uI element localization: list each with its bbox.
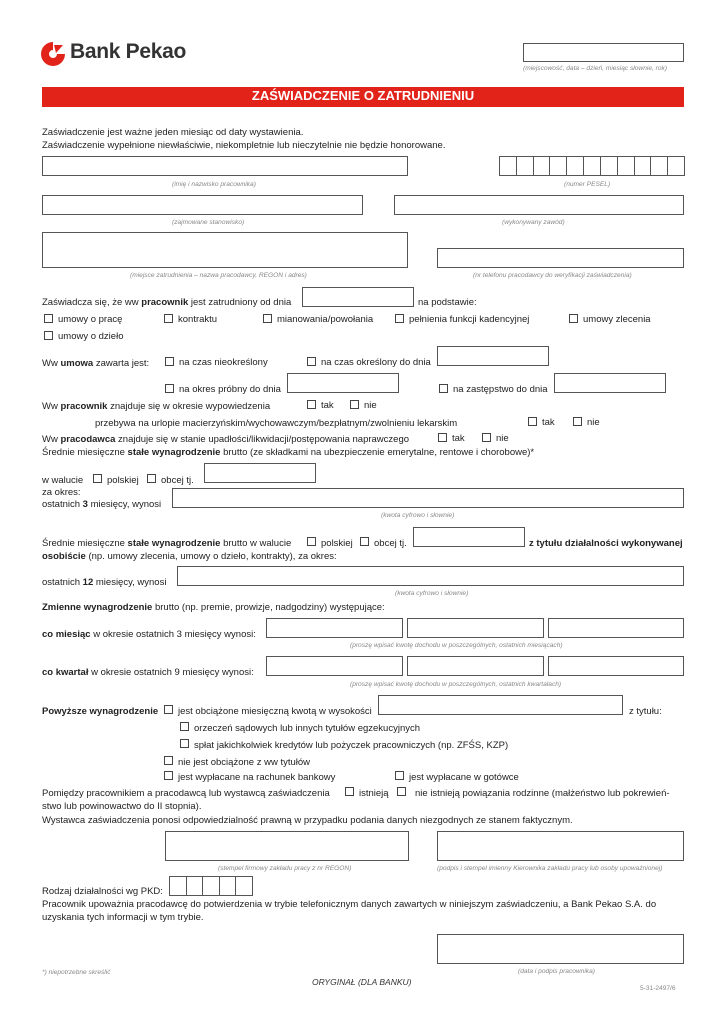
- term-function-label: pełnienia funkcji kadencyjnej: [409, 314, 530, 325]
- relations-exist-checkbox[interactable]: [345, 787, 354, 796]
- encumbered-label: jest obciążone miesięczną kwotą w wysokości: [178, 706, 372, 717]
- logo: [40, 40, 210, 68]
- bankruptcy-yes-label: tak: [452, 433, 465, 444]
- notice-yes-checkbox[interactable]: [307, 400, 316, 409]
- bankruptcy-yes-checkbox[interactable]: [438, 433, 447, 442]
- relations-exist-label: istnieją: [359, 788, 389, 799]
- signature-caption: (podpis i stempel imienny Kierownika zakładu pracy lub osoby upoważnionej): [437, 865, 663, 872]
- appointment-checkbox[interactable]: [263, 314, 272, 323]
- employee-name-field[interactable]: [42, 156, 408, 176]
- page-title: ZAŚWIADCZENIE O ZATRUDNIENIU: [251, 88, 475, 103]
- business-amount-field[interactable]: [177, 566, 684, 586]
- foreign-currency-field[interactable]: [204, 463, 316, 483]
- place-date-caption: (miejscowość, data – dzień, miesiąc słownie, rok): [523, 65, 668, 72]
- leave-yes-checkbox[interactable]: [528, 417, 537, 426]
- stamp-caption: (stempel firmowy zakładu pracy z nr REGON): [218, 865, 352, 872]
- business-income-label: Średnie miesięczne stałe wynagrodzenie brutto w walucie: [42, 538, 292, 549]
- monthly-caption: (proszę wpisać kwotę dochodu w poszczególnych, ostatnich miesiącach): [350, 642, 563, 649]
- notice-no-checkbox[interactable]: [350, 400, 359, 409]
- bank-account-checkbox[interactable]: [164, 771, 173, 780]
- authorization-line-1: Pracownik upoważnia pracodawcę do potwierdzenia w trybie telefonicznym danych zawartych w niniejszym zaświadczeniu, a Bank Pekao S.A. do: [42, 899, 657, 910]
- contract-type-label: Ww umowa zawarta jest:: [42, 358, 150, 369]
- employee-signature-caption: (data i podpis pracownika): [518, 968, 595, 975]
- pekao-logo-icon: [40, 41, 66, 67]
- not-encumbered-checkbox[interactable]: [164, 756, 173, 765]
- footnote: *) niepotrzebne skreślić: [42, 969, 111, 976]
- encumbrance-title-label: z tytułu:: [629, 706, 662, 717]
- notice-no-label: nie: [364, 400, 377, 411]
- pesel-caption: (numer PESEL): [564, 181, 611, 188]
- relations-line-2: stwo lub powinowactwo do II stopnia).: [42, 801, 202, 812]
- phone-field[interactable]: [437, 248, 684, 268]
- quarterly-3-field[interactable]: [548, 656, 684, 676]
- kontrakt-label: kontraktu: [178, 314, 218, 325]
- place-date-field[interactable]: [523, 43, 684, 62]
- monthly-3-field[interactable]: [548, 618, 684, 638]
- mandate-checkbox[interactable]: [569, 314, 578, 323]
- relations-none-label: nie istnieją powiązania rodzinne (małżeństwo lub pokrewień-: [415, 788, 670, 799]
- form-code: 5-31-2497/6: [640, 985, 676, 992]
- foreign-checkbox[interactable]: [147, 474, 156, 483]
- business-pln-checkbox[interactable]: [307, 537, 316, 546]
- not-encumbered-label: nie jest obciążone z ww tytułów: [178, 757, 311, 768]
- substitute-label: na zastępstwo do dnia: [453, 384, 548, 395]
- monthly-2-field[interactable]: [407, 618, 544, 638]
- business-amount-caption: (kwota cyfrowo i słownie): [395, 590, 469, 597]
- encumbered-amount-field[interactable]: [378, 695, 623, 715]
- pln-label: polskiej: [107, 475, 139, 486]
- quarterly-label: co kwartał w okresie ostatnich 9 miesięcy wynosi:: [42, 667, 254, 678]
- loan-repayments-label: spłat jakichkolwiek kredytów lub pożyczek pracowniczych (np. ZFŚS, KZP): [194, 740, 509, 751]
- work-contract-label: umowy o dzieło: [58, 331, 124, 342]
- leave-no-checkbox[interactable]: [573, 417, 582, 426]
- leave-yes-label: tak: [542, 417, 555, 428]
- bankruptcy-label: Ww pracodawca znajduje się w stanie upadłości/likwidacji/postępowania naprawczego: [42, 434, 410, 445]
- substitute-checkbox[interactable]: [439, 384, 448, 393]
- avg-salary-label: Średnie miesięczne stałe wynagrodzenie brutto (ze składkami na ubezpieczenie emerytalne, rentowe i chorobowe)*: [42, 447, 535, 458]
- intro-line-2: Zaświadczenie wypełnione niewłaściwie, niekompletnie lub nieczytelnie nie będzie honorowane.: [42, 140, 446, 151]
- indefinite-checkbox[interactable]: [165, 357, 174, 366]
- term-function-checkbox[interactable]: [395, 314, 404, 323]
- court-orders-label: orzeczeń sądowych lub innych tytułów egzekucyjnych: [194, 723, 421, 734]
- mandate-label: umowy zlecenia: [583, 314, 651, 325]
- stamp-field[interactable]: [165, 831, 409, 861]
- employer-caption: (miejsce zatrudnienia – nazwa pracodawcy, REGON i adres): [130, 272, 307, 279]
- business-pln-label: polskiej: [321, 538, 353, 549]
- business-foreign-checkbox[interactable]: [360, 537, 369, 546]
- period-label: za okres:: [42, 487, 81, 498]
- employee-name-caption: (imię i nazwisko pracownika): [172, 181, 256, 188]
- business-personal-label: osobiście (np. umowy zlecenia, umowy o dzieło, kontrakty), za okres:: [42, 551, 337, 562]
- employee-signature-field[interactable]: [437, 934, 684, 964]
- kontrakt-checkbox[interactable]: [164, 314, 173, 323]
- relations-none-checkbox[interactable]: [397, 787, 406, 796]
- profession-field[interactable]: [394, 195, 684, 215]
- court-orders-checkbox[interactable]: [180, 722, 189, 731]
- intro-line-1: Zaświadczenie jest ważne jeden miesiąc od daty wystawienia.: [42, 127, 304, 138]
- authorization-line-2: uzyskania tych informacji w tym trybie.: [42, 912, 204, 923]
- cash-label: jest wypłacane w gotówce: [409, 772, 519, 783]
- employment-date-field[interactable]: [302, 287, 414, 307]
- notice-label: Ww pracownik znajduje się w okresie wypowiedzenia: [42, 401, 271, 412]
- contract-checkbox[interactable]: [44, 314, 53, 323]
- bankruptcy-no-label: nie: [496, 433, 509, 444]
- cash-checkbox[interactable]: [395, 771, 404, 780]
- logo-text: Bank Pekao: [70, 40, 187, 63]
- contract-label: umowy o pracę: [58, 314, 123, 325]
- trial-checkbox[interactable]: [165, 384, 174, 393]
- definite-date-field[interactable]: [437, 346, 549, 366]
- last12-label: ostatnich 12 miesięcy, wynosi: [42, 577, 167, 588]
- position-field[interactable]: [42, 195, 363, 215]
- variable-salary-label: Zmienne wynagrodzenie brutto (np. premie, prowizje, nadgodziny) występujące:: [42, 602, 385, 613]
- definite-checkbox[interactable]: [307, 357, 316, 366]
- original-label: ORYGINAŁ (DLA BANKU): [312, 977, 412, 987]
- pesel-field[interactable]: [499, 156, 685, 176]
- leave-no-label: nie: [587, 417, 600, 428]
- employer-field[interactable]: [42, 232, 408, 268]
- signature-field[interactable]: [437, 831, 684, 861]
- relations-label: Pomiędzy pracownikiem a pracodawcą lub wystawcą zaświadczenia: [42, 788, 330, 799]
- pkd-label: Rodzaj działalności wg PKD:: [42, 886, 163, 897]
- currency-label: w walucie: [42, 475, 84, 486]
- encumbered-checkbox[interactable]: [164, 705, 173, 714]
- liability-text: Wystawca zaświadczenia ponosi odpowiedzialność prawną w przypadku podania danych niezgodnych ze stanem faktycznym.: [42, 815, 573, 826]
- quarterly-caption: (proszę wpisać kwotę dochodu w poszczególnych, ostatnich kwartałach): [350, 681, 562, 688]
- definite-label: na czas określony do dnia: [321, 357, 431, 368]
- business-currency-field[interactable]: [413, 527, 525, 547]
- last3-label: ostatnich 3 miesięcy, wynosi: [42, 499, 162, 510]
- monthly-1-field[interactable]: [266, 618, 403, 638]
- business-foreign-label: obcej tj.: [374, 538, 407, 549]
- salary-amount-caption: (kwota cyfrowo i słownie): [381, 512, 455, 519]
- indefinite-label: na czas nieokreślony: [179, 357, 268, 368]
- profession-caption: (wykonywany zawód): [502, 219, 565, 226]
- basis-label: na podstawie:: [418, 297, 477, 308]
- business-title-label: z tytułu działalności wykonywanej: [529, 538, 683, 549]
- leave-label: przebywa na urlopie macierzyńskim/wychowawczym/bezpłatnym/zwolnieniu lekarskim: [95, 418, 458, 429]
- bankruptcy-no-checkbox[interactable]: [482, 433, 491, 442]
- trial-label: na okres próbny do dnia: [179, 384, 281, 395]
- position-caption: (zajmowane stanowisko): [172, 219, 245, 226]
- notice-yes-label: tak: [321, 400, 334, 411]
- loan-repayments-checkbox[interactable]: [180, 739, 189, 748]
- pkd-field[interactable]: [169, 876, 253, 896]
- quarterly-1-field[interactable]: [266, 656, 403, 676]
- phone-caption: (nr telefonu pracodawcy do weryfikacji zaświadczenia): [473, 272, 632, 279]
- appointment-label: mianowania/powołania: [277, 314, 374, 325]
- bank-account-label: jest wypłacane na rachunek bankowy: [178, 772, 336, 783]
- trial-date-field[interactable]: [287, 373, 399, 393]
- quarterly-2-field[interactable]: [407, 656, 544, 676]
- salary-amount-field[interactable]: [172, 488, 684, 508]
- pln-checkbox[interactable]: [93, 474, 102, 483]
- foreign-label: obcej tj.: [161, 475, 194, 486]
- substitute-date-field[interactable]: [554, 373, 666, 393]
- employment-since-label: Zaświadcza się, że ww pracownik jest zatrudniony od dnia: [42, 297, 292, 308]
- encumbrance-label: Powyższe wynagrodzenie: [42, 706, 159, 717]
- monthly-label: co miesiąc w okresie ostatnich 3 miesięcy wynosi:: [42, 629, 256, 640]
- work-contract-checkbox[interactable]: [44, 331, 53, 340]
